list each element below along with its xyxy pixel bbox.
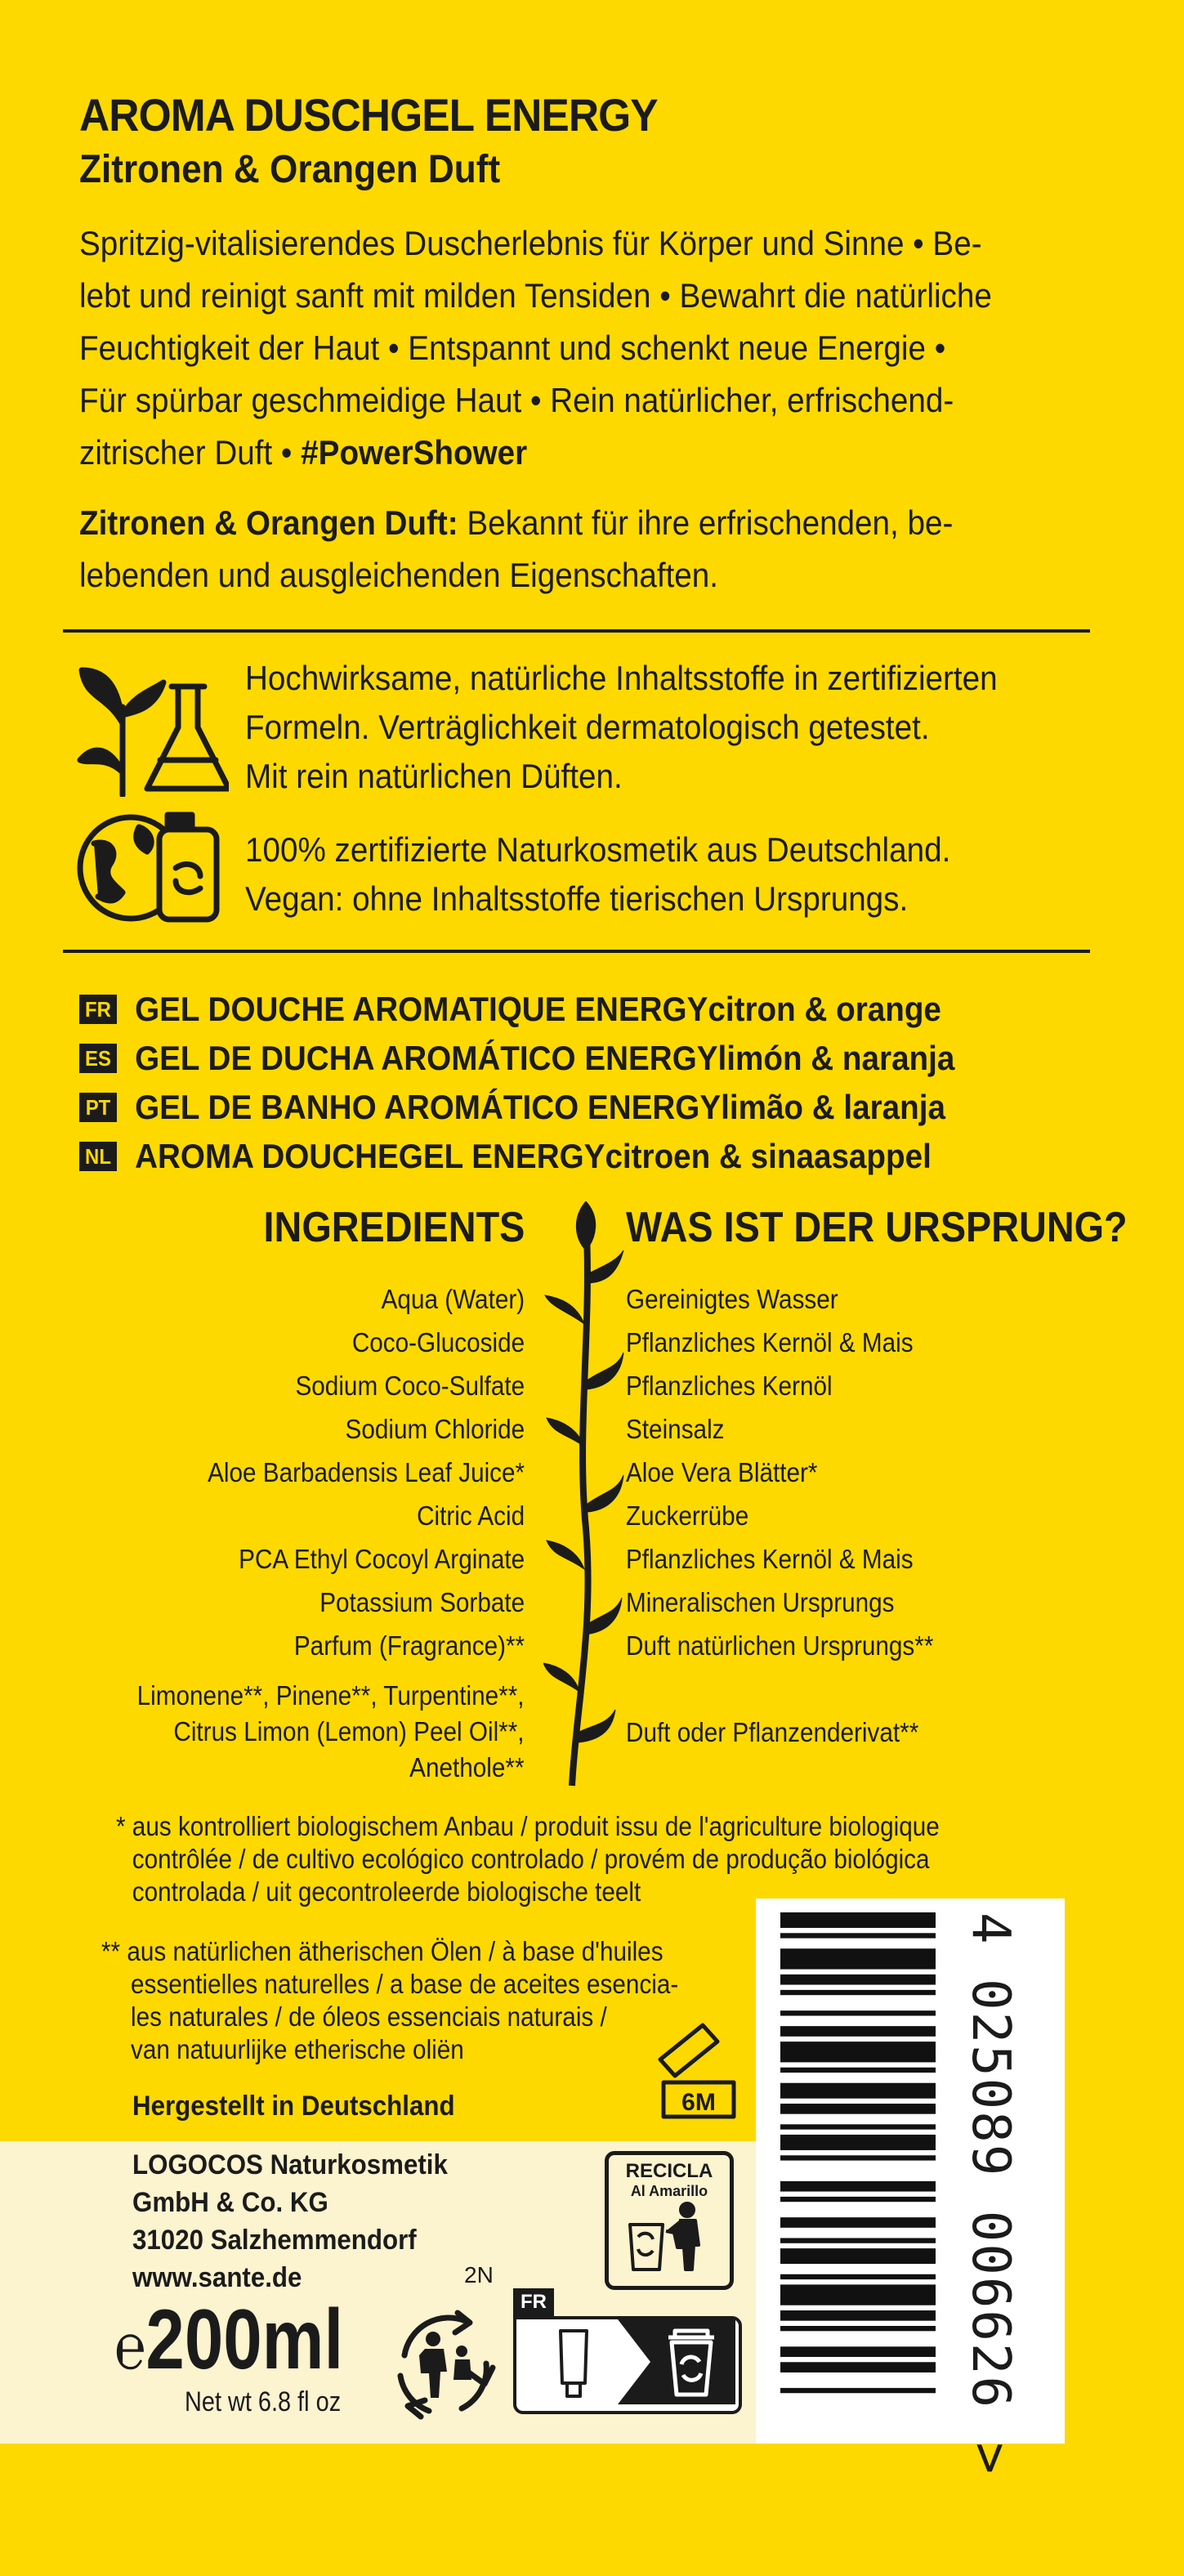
ingredient-list (208, 1277, 525, 1667)
barcode-bars (780, 1912, 936, 2427)
language-product-name: GEL DE BANHO AROMÁTICO ENERGY (135, 1088, 722, 1126)
language-product-scent: citron & orange (708, 990, 941, 1028)
scent-description (79, 497, 1004, 602)
net-weight: Net wt 6.8 fl oz (185, 2386, 342, 2417)
barcode-bar (780, 2155, 936, 2160)
footnote-line: controlada / uit gecontroleerde biologische teelt (132, 1876, 641, 1907)
vine-icon (543, 1201, 625, 1790)
feature-line: Mit rein natürlichen Düften. (245, 757, 623, 795)
language-code: FR (79, 995, 117, 1024)
barcode-bar (780, 2346, 936, 2357)
origin-name: Duft natürlichen Ursprungs** (626, 1630, 934, 1661)
description-line-text: zitrischer Duft • (79, 433, 302, 472)
ingredient-name: Aqua (Water) (381, 1284, 525, 1314)
barcode-bar (780, 1912, 936, 1928)
language-code: ES (79, 1044, 117, 1073)
product-description (79, 217, 1004, 479)
barcode-bar (780, 2310, 936, 2321)
plant-flask-icon (74, 650, 229, 797)
open-jar-icon (654, 2010, 744, 2121)
barcode-bar (780, 2388, 936, 2393)
barcode-bar (780, 2274, 936, 2279)
pao-label: 6M (681, 2089, 716, 2116)
barcode-bar (780, 1990, 936, 1995)
globe-bottle-icon (74, 803, 225, 925)
recycle-title: RECICLA (625, 2160, 713, 2182)
language-product-name: GEL DE DUCHA AROMÁTICO ENERGY (135, 1039, 718, 1077)
ingredient-name: Coco-Glucoside (351, 1327, 525, 1357)
barcode-bar (780, 2217, 936, 2228)
feature-block (245, 825, 950, 924)
sorting-box (513, 2316, 742, 2414)
footnote-line: les naturales / de óleos essenciais naturais / (131, 2001, 607, 2032)
made-in-label: Hergestellt in Deutschland (132, 2091, 455, 2122)
product-subtitle: Zitronen & Orangen Duft (79, 148, 501, 191)
barcode-bar (780, 1933, 936, 1938)
language-product-scent: limão & laranja (721, 1088, 945, 1126)
origin-name: Pflanzliches Kernöl (626, 1371, 833, 1401)
barcode-end-mark: > (960, 2442, 1021, 2476)
hashtag: #PowerShower (301, 433, 528, 472)
ingredient-line: Anethole** (409, 1752, 525, 1782)
barcode-bar (780, 2197, 936, 2202)
volume-amount: 200ml (145, 2292, 344, 2387)
language-product-scent: limón & naranja (717, 1039, 955, 1077)
description-line: Spritzig-vitalisierendes Duscherlebnis für Körper und Sinne • Be- (79, 224, 982, 262)
footnote-line: contrôlée / de cultivo ecológico controlado / provém de produção biológica (132, 1844, 930, 1874)
product-title: AROMA DUSCHGEL ENERGY (79, 89, 658, 141)
language-product-name: AROMA DOUCHEGEL ENERGY (135, 1137, 605, 1175)
language-code: NL (79, 1142, 117, 1171)
ingredient-name: PCA Ethyl Cocoyl Arginate (239, 1544, 525, 1574)
origin-name: Pflanzliches Kernöl & Mais (626, 1327, 914, 1357)
origin-name: Zuckerrübe (626, 1500, 749, 1531)
address-line: LOGOCOS Naturkosmetik (132, 2149, 448, 2180)
barcode-bar (780, 2248, 936, 2264)
barcode-bar (780, 2026, 936, 2037)
origin-name: Mineralischen Ursprungs (626, 1587, 895, 1617)
barcode-bar (780, 1948, 936, 1969)
address-line: GmbH & Co. KG (132, 2187, 328, 2218)
tube-icon (557, 2328, 590, 2401)
language-line-fr (79, 989, 941, 1030)
scent-label: Zitronen & Orangen Duft: (79, 503, 458, 542)
barcode-bar (780, 2135, 936, 2150)
triman-info (513, 2288, 739, 2413)
barcode-bar (780, 2326, 936, 2331)
footnote-line: essentielles naturelles / a base de aceites esencia- (131, 1969, 679, 1999)
footnote-line: ** aus natürlichen ätherischen Ölen / à base d'huiles (101, 1936, 663, 1966)
feature-line: Vegan: ohne Inhaltsstoffe tierischen Ursprungs. (245, 879, 909, 918)
company-address (132, 2146, 448, 2296)
origin-name: Steinsalz (626, 1414, 725, 1444)
barcode-bar (780, 2083, 936, 2099)
divider (63, 629, 1090, 633)
footnote-line: * aus kontrolliert biologischem Anbau / produit issu de l'agriculture biologique (116, 1811, 940, 1841)
barcode-bar (780, 2181, 936, 2192)
e-mark: ℮ (114, 2310, 146, 2382)
scent-line: lebenden und ausgleichenden Eigenschaften. (79, 556, 719, 594)
barcode-bar (780, 2284, 936, 2305)
feature-block (245, 654, 998, 801)
feature-line: Hochwirksame, natürliche Inhaltsstoffe in zertifizierten (245, 659, 998, 697)
ingredient-name: Parfum (Fragrance)** (293, 1630, 525, 1661)
sorting-bin-icon (618, 2319, 735, 2404)
language-line-pt (79, 1087, 945, 1128)
barcode-number (958, 1912, 1023, 2476)
feature-line: Formeln. Verträglichkeit dermatologisch getestet. (245, 708, 930, 746)
ingredient-line: Limonene**, Pinene**, Turpentine**, (137, 1680, 525, 1711)
ingredient-name-multiline (137, 1678, 525, 1786)
barcode-bar (780, 2238, 936, 2243)
origin-name: Gereinigtes Wasser (626, 1284, 838, 1314)
recycle-bin-person-icon (620, 2200, 718, 2274)
language-line-nl (79, 1136, 932, 1177)
ingredient-name: Potassium Sorbate (319, 1587, 525, 1617)
origin-name: Pflanzliches Kernöl & Mais (626, 1544, 914, 1574)
barcode-bar (780, 2104, 936, 2114)
language-line-es (79, 1038, 954, 1079)
origin-heading: WAS IST DER URSPRUNG? (626, 1204, 1128, 1251)
address-line: www.sante.de (132, 2262, 302, 2293)
barcode-bar (780, 2010, 936, 2015)
ingredient-name: Citric Acid (416, 1500, 525, 1531)
scent-line (79, 497, 1004, 549)
barcode-bar (780, 1974, 936, 1985)
barcode-bar (780, 2124, 936, 2129)
description-line: Feuchtigkeit der Haut • Entspannt und schenkt neue Energie • (79, 329, 946, 367)
recycle-subtitle: Al Amarillo (630, 2183, 708, 2199)
volume (114, 2292, 344, 2391)
ingredient-name: Aloe Barbadensis Leaf Juice* (207, 1457, 525, 1487)
barcode-digits-wrap (958, 1912, 1023, 2475)
language-code: PT (79, 1093, 117, 1122)
language-product-name: GEL DOUCHE AROMATIQUE ENERGY (135, 990, 708, 1028)
description-line: Für spürbar geschmeidige Haut • Rein natürlicher, erfrischend- (79, 381, 954, 419)
barcode-digits: 4 025089 006626 (960, 1912, 1021, 2409)
address-line: 31020 Salzhemmendorf (132, 2225, 417, 2256)
origin-name: Aloe Vera Blätter* (626, 1457, 818, 1487)
footnote-line: van natuurlijke etherische oliën (131, 2034, 464, 2064)
ingredients-heading: INGREDIENTS (263, 1204, 525, 1251)
batch-code: 2N (464, 2262, 494, 2288)
ingredient-name: Sodium Chloride (345, 1414, 525, 1444)
scent-text: Bekannt für ihre erfrischenden, be- (458, 503, 954, 542)
ingredient-name: Sodium Coco-Sulfate (295, 1371, 525, 1401)
triman-icon (388, 2306, 503, 2421)
ingredient-line: Citrus Limon (Lemon) Peel Oil**, (173, 1716, 525, 1746)
origin-list (626, 1277, 933, 1667)
barcode-bar (780, 2042, 936, 2062)
footnote-organic (116, 1810, 940, 1908)
barcode-bar (780, 2362, 936, 2373)
recycle-badge (605, 2151, 734, 2290)
barcode-bar (780, 2068, 936, 2073)
description-line: lebt und reinigt sanft mit milden Tensiden • Bewahrt die natürliche (79, 276, 992, 315)
description-line (79, 427, 1004, 479)
language-product-scent: citroen & sinaasappel (605, 1137, 932, 1175)
feature-line: 100% zertifizierte Naturkosmetik aus Deutschland. (245, 830, 951, 869)
origin-name: Duft oder Pflanzenderivat** (626, 1717, 919, 1747)
triman-country-code: FR (513, 2288, 554, 2316)
footnote-essential-oils (101, 1935, 678, 2066)
divider (63, 950, 1090, 953)
